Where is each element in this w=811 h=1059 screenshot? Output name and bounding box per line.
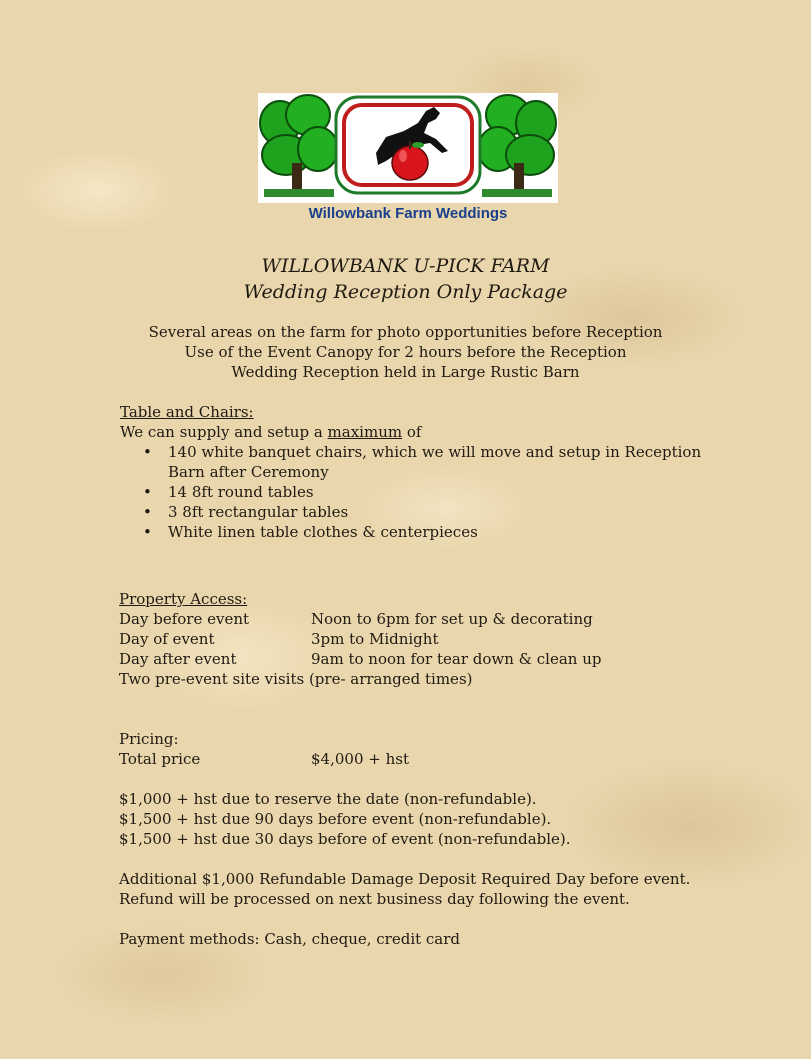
list-item: 14 8ft round tables [168, 483, 314, 501]
total-price-value: $4,000 + hst [311, 750, 409, 768]
deposit-line: Refund will be processed on next business day following the event. [119, 890, 630, 908]
maximum-emphasis: maximum [327, 423, 403, 441]
payment-schedule-line: $1,000 + hst due to reserve the date (non-refundable). [119, 790, 537, 808]
bullet-icon: • [143, 523, 152, 541]
logo-caption: Willowbank Farm Weddings [308, 205, 508, 222]
bullet-icon: • [143, 483, 152, 501]
pricing-heading: Pricing: [119, 730, 179, 748]
total-price-label: Total price [119, 750, 201, 768]
access-note: Two pre-event site visits (pre- arranged times) [119, 670, 473, 688]
deposit-line: Additional $1,000 Refundable Damage Deposit Required Day before event. [119, 870, 691, 888]
access-label: Day before event [119, 610, 250, 628]
intro-line: Several areas on the farm for photo opportunities before Reception [148, 323, 663, 341]
bullet-icon: • [143, 443, 152, 461]
access-label: Day after event [119, 650, 237, 668]
page-subtitle: Wedding Reception Only Package [243, 281, 568, 303]
access-value: 3pm to Midnight [311, 630, 439, 648]
access-value: Noon to 6pm for set up & decorating [311, 610, 593, 628]
farm-logo [258, 93, 558, 229]
bullet-icon: • [143, 503, 152, 521]
access-label: Day of event [119, 630, 215, 648]
list-item: White linen table clothes & centerpieces [168, 523, 478, 541]
list-item: 3 8ft rectangular tables [168, 503, 349, 521]
payment-methods: Payment methods: Cash, cheque, credit card [119, 930, 461, 948]
payment-schedule-line: $1,500 + hst due 30 days before of event (non-refundable). [119, 830, 571, 848]
logo-graphic [258, 93, 558, 203]
page-title: WILLOWBANK U-PICK FARM [261, 255, 550, 277]
list-item-continued: Barn after Ceremony [168, 463, 329, 481]
list-item: 140 white banquet chairs, which we will move and setup in Reception [168, 443, 702, 461]
tables-lead: We can supply and setup a maximum of [120, 423, 422, 441]
intro-line: Wedding Reception held in Large Rustic Barn [231, 363, 580, 381]
tables-heading: Table and Chairs: [120, 403, 254, 421]
intro-line: Use of the Event Canopy for 2 hours before the Reception [184, 343, 627, 361]
access-heading: Property Access: [119, 590, 248, 608]
payment-schedule-line: $1,500 + hst due 90 days before event (non-refundable). [119, 810, 552, 828]
access-value: 9am to noon for tear down & clean up [311, 650, 602, 668]
